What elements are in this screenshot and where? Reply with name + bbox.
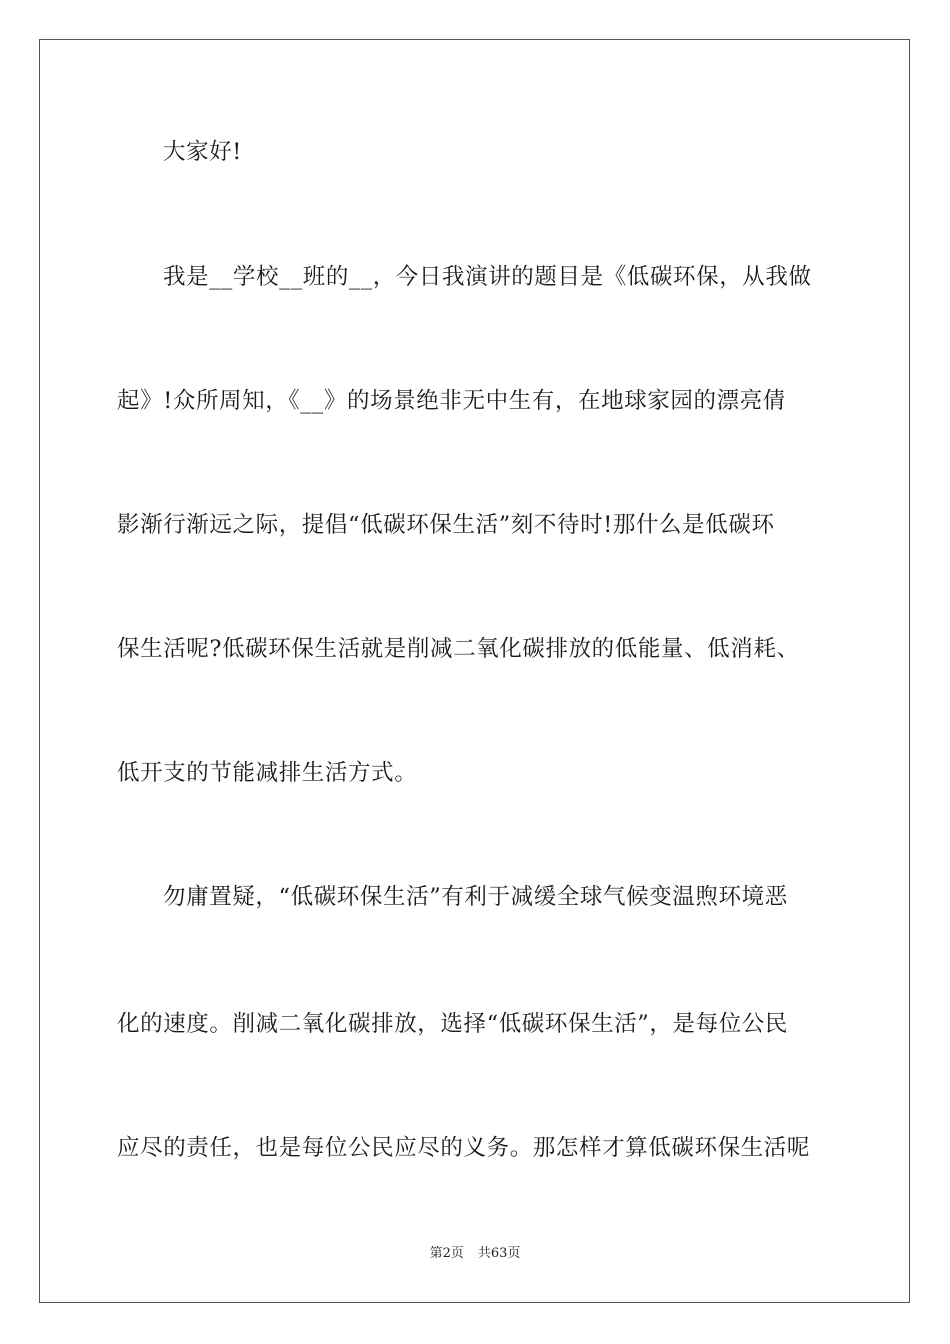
paragraph-line: 影渐行渐远之际，提倡“低碳环保生活”刻不待时!那什么是低碳环 <box>117 512 775 538</box>
page-number: 第2页 <box>429 1246 464 1261</box>
greeting-line: 大家好! <box>163 139 242 165</box>
paragraph-line: 化的速度。削减二氧化碳排放，选择“低碳环保生活”，是每位公民 <box>117 1011 789 1037</box>
paragraph-line: 勿庸置疑，“低碳环保生活”有利于减缓全球气候变温煦环境恶 <box>163 884 788 910</box>
paragraph-line: 起》!众所周知，《__》的场景绝非无中生有，在地球家园的漂亮倩 <box>117 388 786 414</box>
page-frame <box>39 39 910 1303</box>
paragraph-line: 应尽的责任，也是每位公民应尽的义务。那怎样才算低碳环保生活呢 <box>117 1135 811 1161</box>
paragraph-line: 保生活呢?低碳环保生活就是削减二氧化碳排放的低能量、低消耗、 <box>117 636 800 662</box>
paragraph-line: 低开支的节能减排生活方式。 <box>117 760 418 786</box>
page-footer <box>0 1245 950 1263</box>
paragraph-line: 我是__学校__班的__，今日我演讲的题目是《低碳环保，从我做 <box>163 264 812 290</box>
page-total: 共63页 <box>477 1246 521 1261</box>
